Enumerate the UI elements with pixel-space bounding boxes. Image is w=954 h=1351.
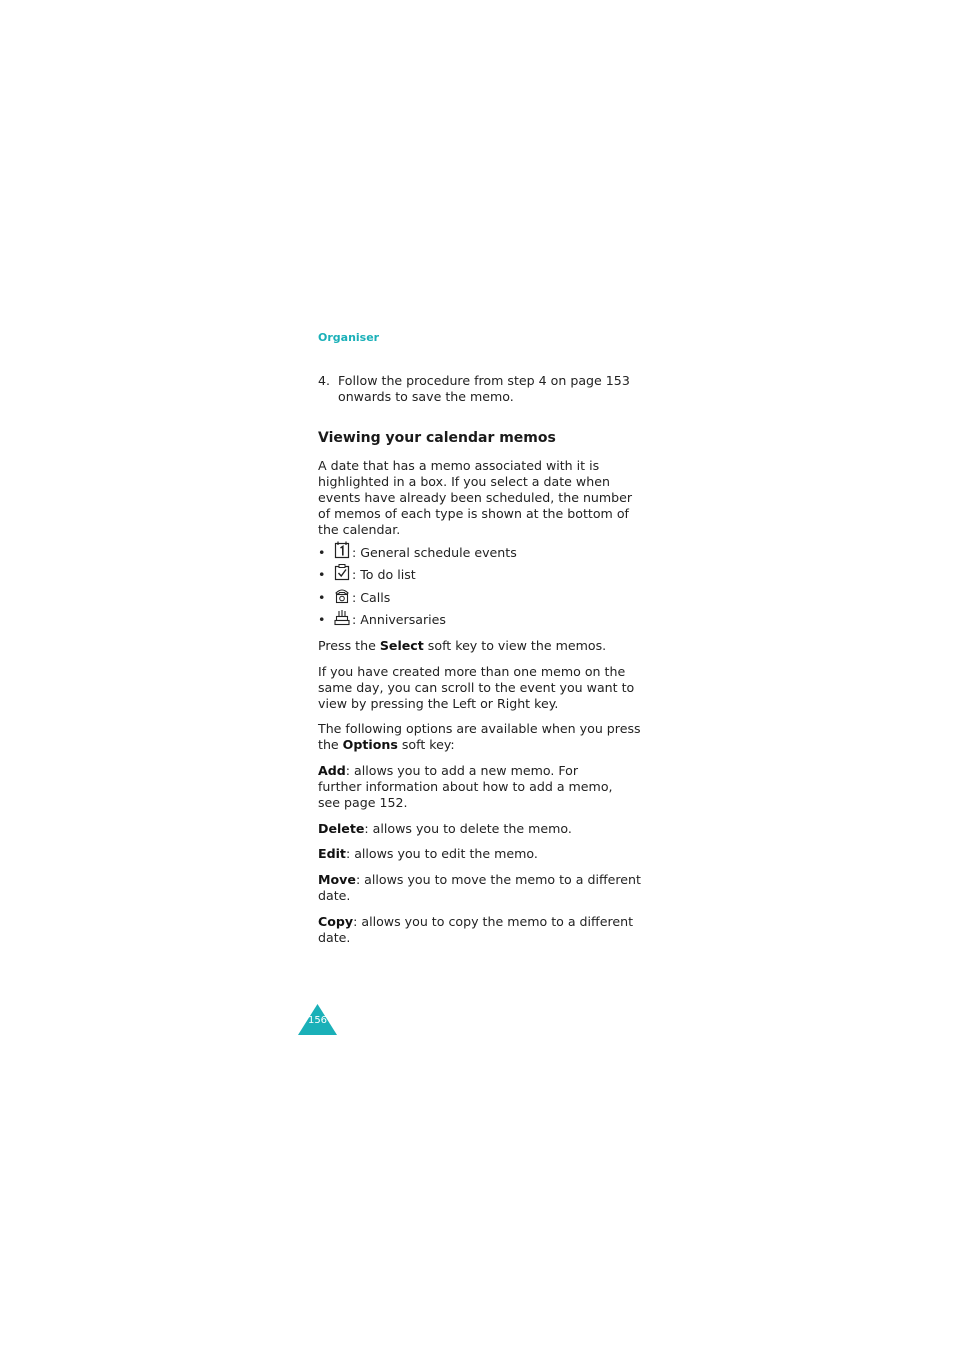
options-intro-paragraph [318, 721, 648, 753]
option-desc: : allows you to edit the memo. [345, 846, 538, 861]
bullet-label: : Calls [352, 590, 391, 605]
scroll-paragraph: If you have created more than one memo on the same day, you can scroll to the event you want to view by pressing the Left or Right key. [318, 664, 635, 711]
cake-icon [334, 608, 350, 626]
todo-check-icon [334, 563, 350, 581]
option-term: Add [318, 763, 346, 778]
text-run: Press the [318, 638, 380, 653]
option-add [318, 763, 623, 811]
option-copy [318, 914, 648, 946]
text-run: The following options are available when you press the [318, 721, 641, 752]
option-desc: : allows you to move the memo to a different date. [318, 872, 641, 903]
bullet-label: : Anniversaries [352, 612, 446, 627]
option-desc: : allows you to add a new memo. For further information about how to add a memo, see page 152. [318, 763, 613, 810]
bullet-dot: • [318, 590, 326, 605]
option-desc: : allows you to copy the memo to a different date. [318, 914, 634, 945]
option-delete [318, 821, 648, 837]
intro-paragraph: A date that has a memo associated with it is highlighted in a box. If you select a date when events have already been scheduled, the number of memos of each type is shown at the bottom of the calendar. [318, 458, 633, 537]
text-run: soft key to view the memos. [423, 638, 607, 653]
select-paragraph [318, 638, 648, 654]
telephone-icon [334, 586, 350, 604]
bullet-label: : General schedule events [352, 545, 517, 560]
step-text: Follow the procedure from step 4 on page 153 onwards to save the memo. [338, 373, 630, 404]
select-key-term: Select [379, 638, 424, 653]
calendar-one-icon [334, 541, 350, 559]
option-desc: : allows you to delete the memo. [364, 821, 572, 836]
option-term: Copy [318, 914, 354, 929]
text-run: soft key: [397, 737, 455, 752]
options-key-term: Options [342, 737, 398, 752]
bullet-label: : To do list [352, 567, 416, 582]
bullet-dot: • [318, 612, 326, 627]
section-heading: Viewing your calendar memos [318, 430, 556, 446]
section-title: Organiser [318, 331, 380, 344]
bullet-dot: • [318, 545, 326, 560]
option-move [318, 872, 648, 904]
bullet-dot: • [318, 567, 326, 582]
option-term: Delete [318, 821, 365, 836]
page-number: 156 [307, 1015, 328, 1026]
option-term: Edit [318, 846, 346, 861]
step-number: 4. [318, 373, 331, 388]
option-edit [318, 846, 648, 862]
option-term: Move [318, 872, 356, 887]
